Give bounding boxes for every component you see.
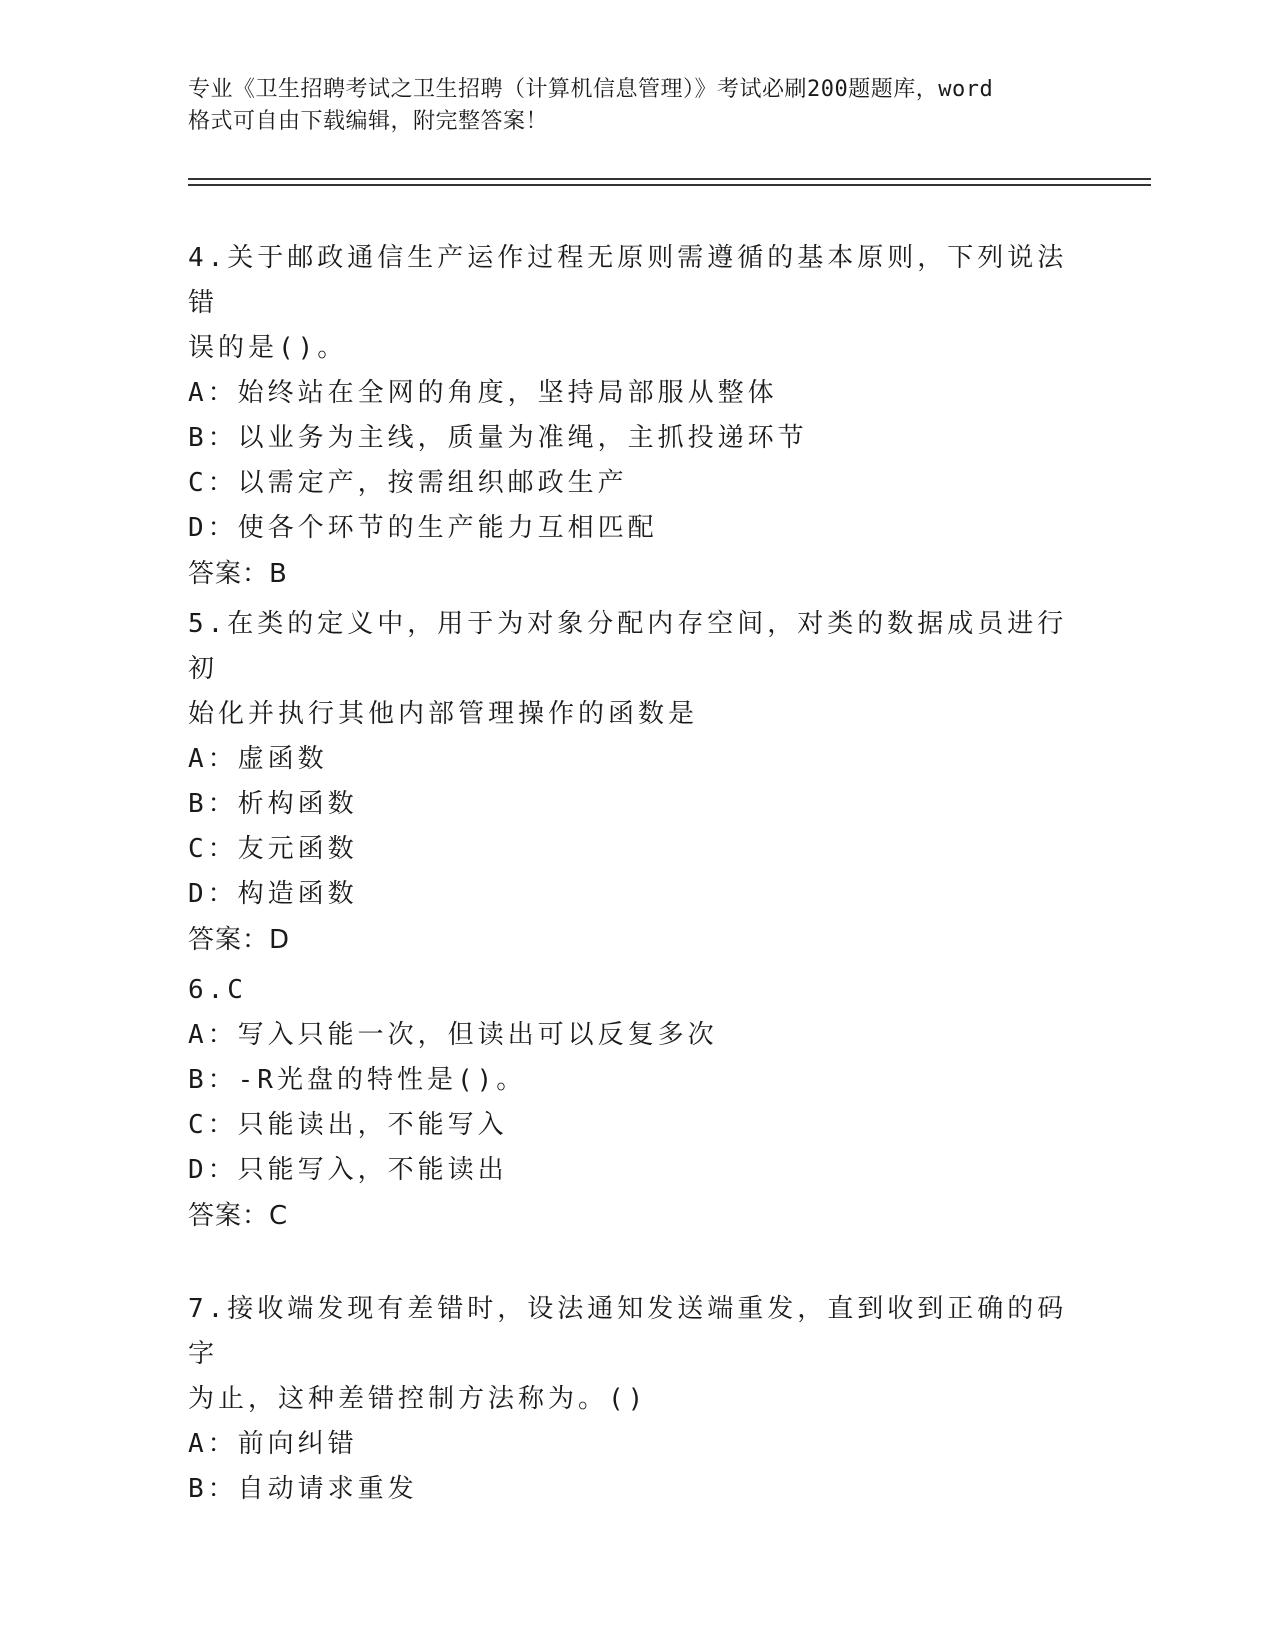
option-c: C：只能读出，不能写入 — [188, 1110, 508, 1140]
question-4 — [188, 236, 1088, 597]
option-c: C：以需定产，按需组织邮政生产 — [188, 468, 628, 498]
option-c: C：友元函数 — [188, 834, 358, 864]
answer: 答案：B — [188, 559, 288, 589]
question-stem-line: 误的是()。 — [188, 333, 348, 363]
question-stem-line: 7.接收端发现有差错时，设法通知发送端重发，直到收到正确的码字 — [188, 1294, 1068, 1369]
question-stem-line: 始化并执行其他内部管理操作的函数是 — [188, 699, 699, 729]
option-b: B：以业务为主线，质量为准绳，主抓投递环节 — [188, 423, 808, 453]
option-a: A：写入只能一次，但读出可以反复多次 — [188, 1020, 718, 1050]
option-a: A：前向纠错 — [188, 1429, 358, 1459]
header-divider-top — [188, 178, 1151, 180]
option-a: A：始终站在全网的角度，坚持局部服从整体 — [188, 378, 778, 408]
option-a: A：虚函数 — [188, 744, 328, 774]
question-stem-line: 5.在类的定义中，用于为对象分配内存空间，对类的数据成员进行初 — [188, 609, 1068, 684]
question-7 — [188, 1287, 1088, 1512]
question-stem-line: 6.C — [188, 975, 247, 1005]
header-line-2: 格式可自由下载编辑，附完整答案！ — [188, 109, 549, 134]
question-stem-line: 为止，这种差错控制方法称为。() — [188, 1384, 648, 1414]
document-header — [188, 74, 1088, 138]
option-b: B：-R光盘的特性是()。 — [188, 1065, 527, 1095]
question-stem-line: 4.关于邮政通信生产运作过程无原则需遵循的基本原则，下列说法错 — [188, 243, 1068, 318]
question-5 — [188, 602, 1088, 963]
option-d: D：只能写入，不能读出 — [188, 1155, 508, 1185]
question-6 — [188, 968, 1088, 1239]
option-b: B：自动请求重发 — [188, 1474, 418, 1504]
header-divider-bottom — [188, 184, 1151, 186]
answer: 答案：C — [188, 1201, 289, 1231]
header-line-1: 专业《卫生招聘考试之卫生招聘（计算机信息管理）》考试必刷200题题库，word — [188, 77, 994, 102]
answer: 答案：D — [188, 925, 291, 955]
option-d: D：使各个环节的生产能力互相匹配 — [188, 513, 658, 543]
option-b: B：析构函数 — [188, 789, 358, 819]
option-d: D：构造函数 — [188, 879, 358, 909]
